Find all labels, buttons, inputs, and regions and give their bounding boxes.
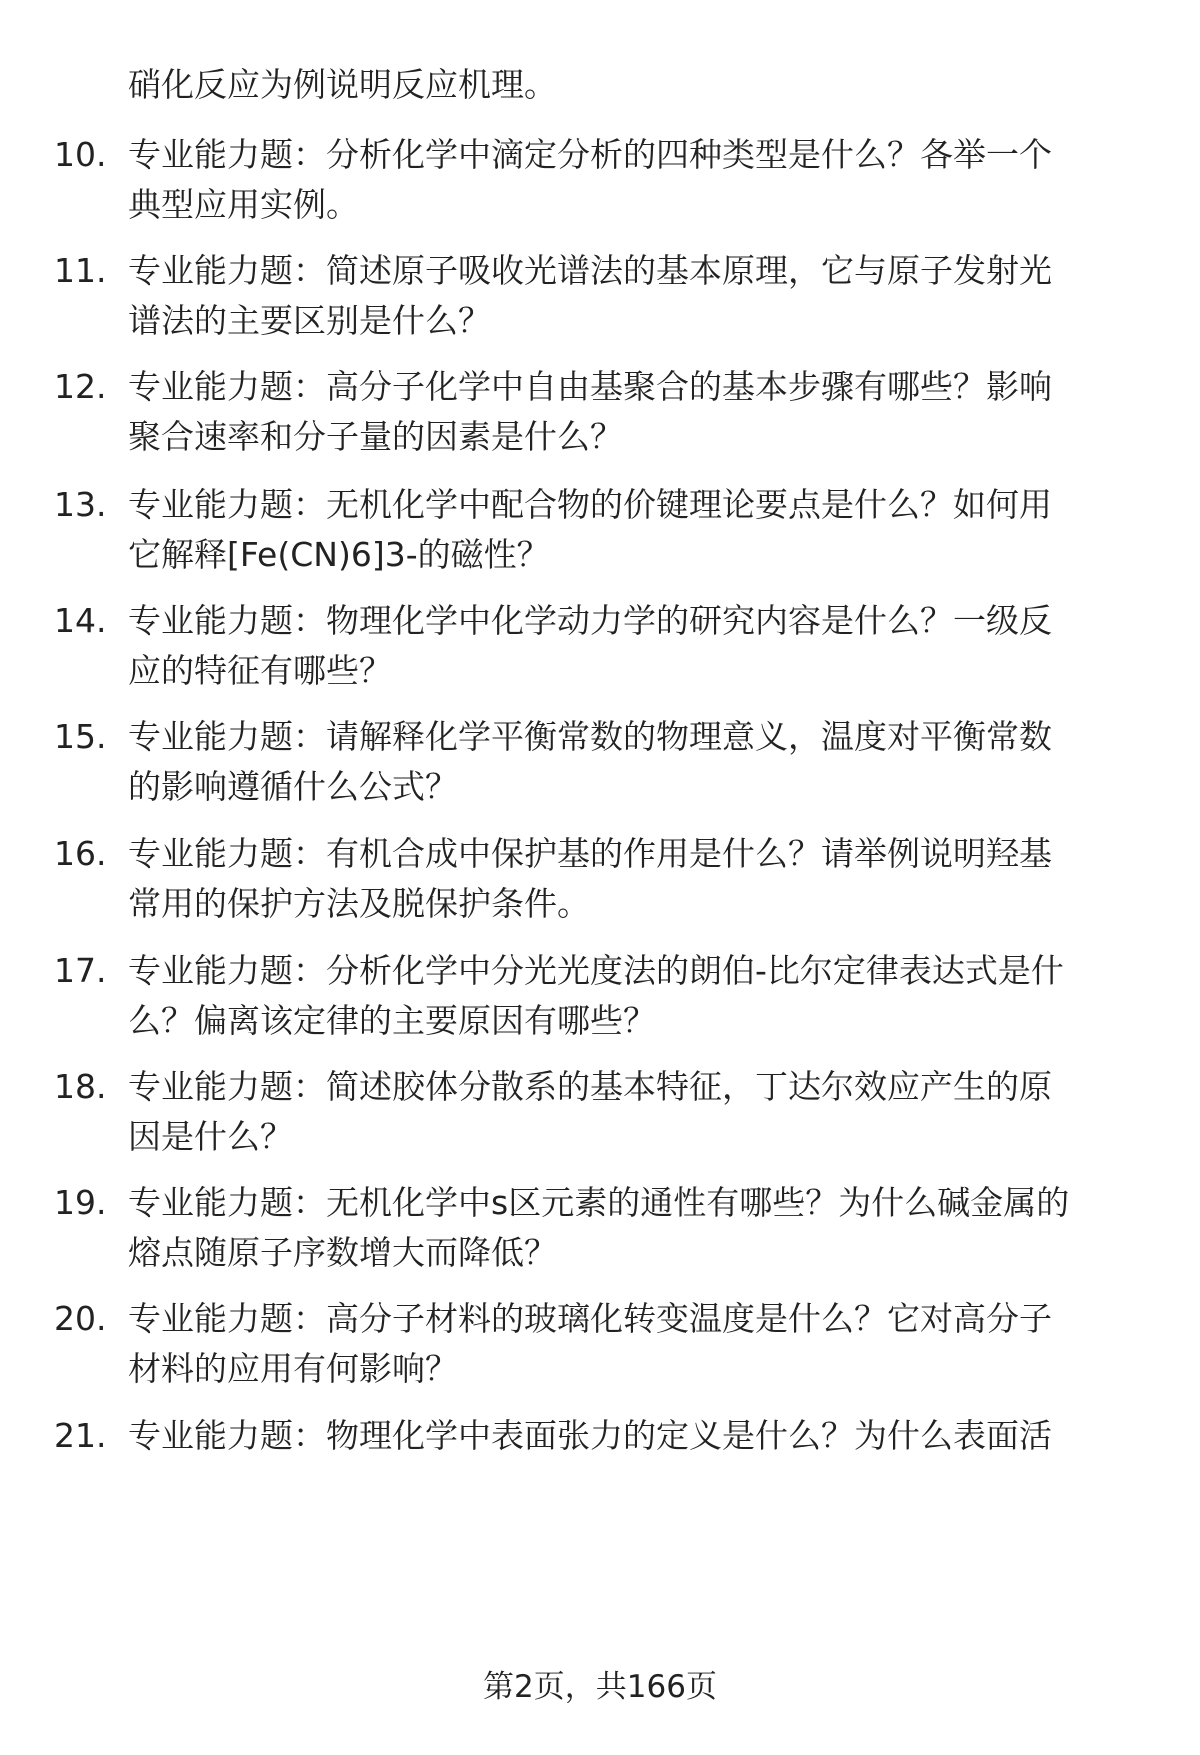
question-text: 典型应用实例。 — [128, 185, 359, 224]
question-text: 应的特征有哪些？ — [128, 651, 392, 690]
question-number: 19. — [54, 1183, 107, 1222]
question-text: 专业能力题：请解释化学平衡常数的物理意义，温度对平衡常数 — [128, 717, 1052, 756]
continuation-text: 硝化反应为例说明反应机理。 — [128, 65, 557, 104]
list-item — [0, 130, 1200, 230]
list-item — [0, 946, 1200, 1046]
list-item — [0, 596, 1200, 696]
question-text: 专业能力题：高分子材料的玻璃化转变温度是什么？它对高分子 — [128, 1299, 1052, 1338]
question-number: 10. — [54, 135, 107, 174]
question-number: 14. — [54, 601, 107, 640]
question-text: 材料的应用有何影响？ — [128, 1349, 458, 1388]
list-item — [0, 1178, 1200, 1278]
question-text: 专业能力题：分析化学中分光光度法的朗伯-比尔定律表达式是什 — [128, 951, 1064, 990]
question-number: 16. — [54, 834, 107, 873]
question-text: 的影响遵循什么公式？ — [128, 767, 458, 806]
question-number: 20. — [54, 1299, 107, 1338]
question-number: 21. — [54, 1416, 107, 1455]
page-number-footer: 第2页，共166页 — [483, 1669, 717, 1705]
question-number: 11. — [54, 251, 107, 290]
question-text: 聚合速率和分子量的因素是什么？ — [128, 417, 623, 456]
question-text: 专业能力题：高分子化学中自由基聚合的基本步骤有哪些？影响 — [128, 367, 1052, 406]
question-text: 专业能力题：无机化学中配合物的价键理论要点是什么？如何用 — [128, 485, 1052, 524]
question-text: 专业能力题：简述胶体分散系的基本特征，丁达尔效应产生的原 — [128, 1067, 1052, 1106]
question-number: 17. — [54, 951, 107, 990]
question-number: 13. — [54, 485, 107, 524]
list-item — [0, 480, 1200, 580]
question-text: 因是什么？ — [128, 1117, 293, 1156]
question-text: 它解释[Fe(CN)6]3-的磁性？ — [128, 535, 550, 574]
question-number: 18. — [54, 1067, 107, 1106]
list-item — [0, 712, 1200, 812]
list-item — [0, 246, 1200, 346]
question-text: 专业能力题：分析化学中滴定分析的四种类型是什么？各举一个 — [128, 135, 1052, 174]
question-text: 专业能力题：物理化学中表面张力的定义是什么？为什么表面活 — [128, 1416, 1052, 1455]
list-item — [0, 829, 1200, 929]
question-text: 专业能力题：物理化学中化学动力学的研究内容是什么？一级反 — [128, 601, 1052, 640]
list-item — [0, 1294, 1200, 1394]
question-text: 谱法的主要区别是什么？ — [128, 301, 491, 340]
question-text: 专业能力题：简述原子吸收光谱法的基本原理，它与原子发射光 — [128, 251, 1052, 290]
question-text: 专业能力题：有机合成中保护基的作用是什么？请举例说明羟基 — [128, 834, 1052, 873]
question-text: 常用的保护方法及脱保护条件。 — [128, 884, 590, 923]
question-number: 12. — [54, 367, 107, 406]
list-item — [0, 362, 1200, 462]
list-item — [0, 1411, 1200, 1511]
question-number: 15. — [54, 717, 107, 756]
list-item — [0, 1062, 1200, 1162]
question-text: 专业能力题：无机化学中s区元素的通性有哪些？为什么碱金属的 — [128, 1183, 1070, 1222]
question-text: 熔点随原子序数增大而降低？ — [128, 1233, 557, 1272]
question-text: 么？偏离该定律的主要原因有哪些？ — [128, 1001, 656, 1040]
